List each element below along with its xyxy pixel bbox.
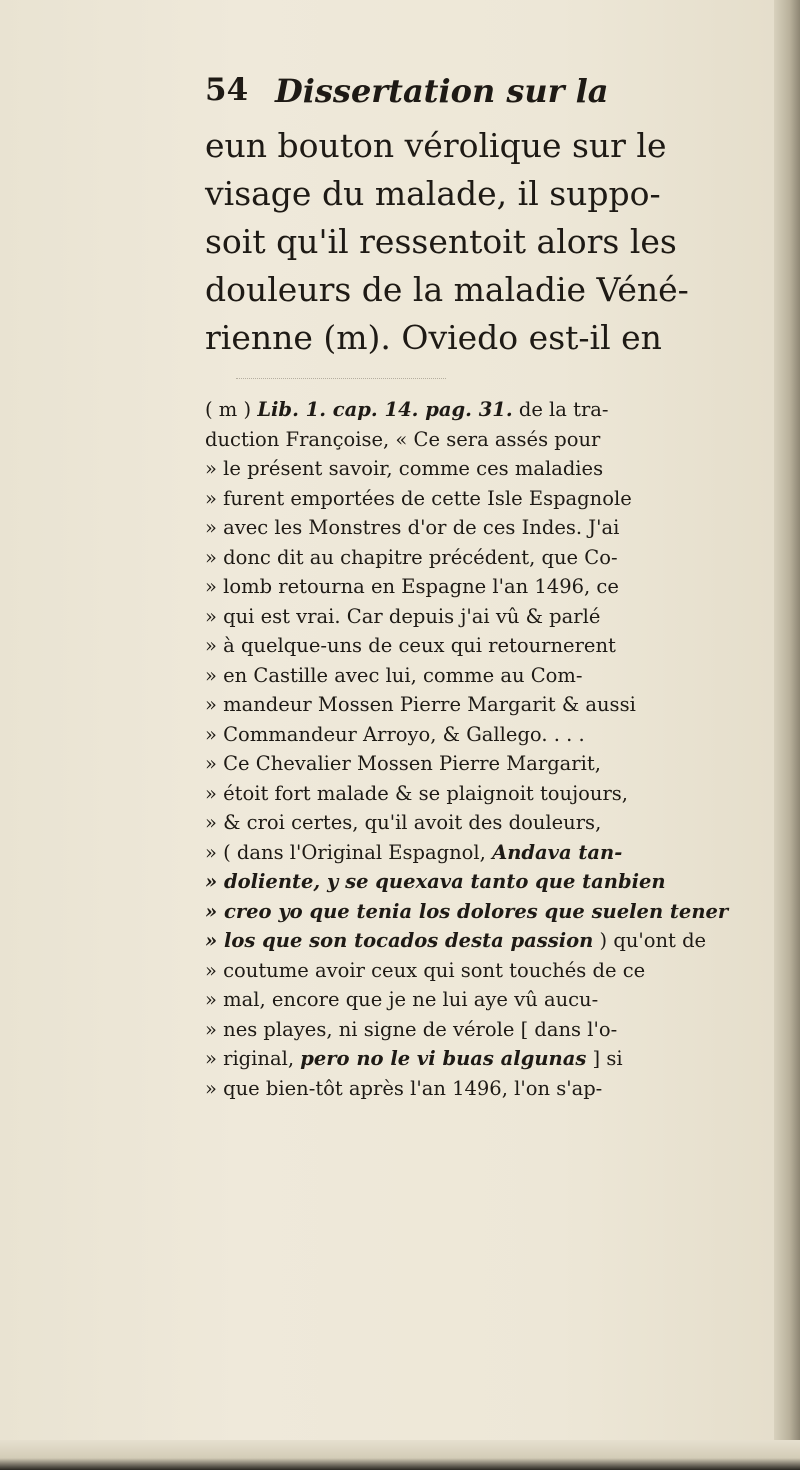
footnote-text: de la tra- <box>512 398 609 421</box>
footnote-line: » à quelque-uns de ceux qui retournerent <box>205 634 616 657</box>
footnote-line: » que bien-tôt après l'an 1496, l'on s'ap- <box>205 1076 603 1100</box>
footnote-reference: Lib. 1. cap. 14. pag. 31. <box>257 398 513 421</box>
footnote-text: » riginal, <box>205 1047 301 1070</box>
footnote-line: » coutume avoir ceux qui sont touchés de ce <box>205 958 646 982</box>
footnote-line <box>205 395 735 425</box>
footnote-line: » & croi certes, qu'il avoit des douleurs, <box>205 811 602 834</box>
show-through-mark <box>236 378 446 391</box>
footnote-line: » étoit fort malade & se plaignoit toujours, <box>205 781 628 805</box>
footnote-line <box>205 1044 735 1074</box>
spanish-quote-line: » doliente, y se quexava tanto que tanbien <box>205 870 666 893</box>
main-text-line: rienne (m). Oviedo est-il en <box>205 318 662 357</box>
footnote-line: » le présent savoir, comme ces maladies <box>205 457 604 480</box>
spanish-quote: pero no le vi buas algunas <box>300 1047 587 1070</box>
footnote-text: ) qu'ont de <box>593 929 707 952</box>
footnote-text: ] si <box>586 1047 623 1070</box>
footnote-line <box>205 838 735 868</box>
footnote-line: » mal, encore que je ne lui aye vû aucu- <box>205 988 599 1011</box>
main-text-line: visage du malade, il suppo- <box>205 174 661 213</box>
footnote-line: » donc dit au chapitre précédent, que Co- <box>205 545 618 569</box>
running-title: Dissertation sur la <box>275 72 609 110</box>
spanish-quote: » los que son tocados desta passion <box>205 929 594 952</box>
page-bottom-edge <box>0 1440 800 1470</box>
footnote-text: » ( dans l'Original Espagnol, <box>205 840 493 864</box>
footnote-line: » avec les Monstres d'or de ces Indes. J'ai <box>205 516 620 539</box>
footnote-line: duction Françoise, « Ce sera assés pour <box>205 427 601 451</box>
main-text-line: soit qu'il ressentoit alors les <box>205 222 677 261</box>
footnote-line: » mandeur Mossen Pierre Margarit & aussi <box>205 693 636 716</box>
spanish-quote: Andava tan- <box>492 840 623 864</box>
footnote-block <box>205 395 735 1103</box>
footnote-marker: ( m ) <box>205 398 258 421</box>
spanish-quote-line: » creo yo que tenia los dolores que suelen tener <box>205 899 729 923</box>
main-text-line: douleurs de la maladie Véné- <box>205 270 689 309</box>
footnote-line: » nes playes, ni signe de vérole [ dans l'o- <box>205 1017 618 1041</box>
main-text-line: eun bouton vérolique sur le <box>205 126 667 165</box>
footnote-line <box>205 926 735 956</box>
footnote-line: » Ce Chevalier Mossen Pierre Margarit, <box>205 752 601 775</box>
book-spine-edge <box>774 0 800 1470</box>
footnote-line: » lomb retourna en Espagne l'an 1496, ce <box>205 575 619 598</box>
footnote-line: » en Castille avec lui, comme au Com- <box>205 663 583 687</box>
page-header <box>205 72 705 112</box>
footnote-line: » furent emportées de cette Isle Espagnole <box>205 486 632 510</box>
footnote-line: » qui est vrai. Car depuis j'ai vû & parlé <box>205 604 601 628</box>
footnote-line: » Commandeur Arroyo, & Gallego. . . . <box>205 722 585 746</box>
main-text-block <box>205 122 725 362</box>
page-number: 54 <box>205 72 249 108</box>
